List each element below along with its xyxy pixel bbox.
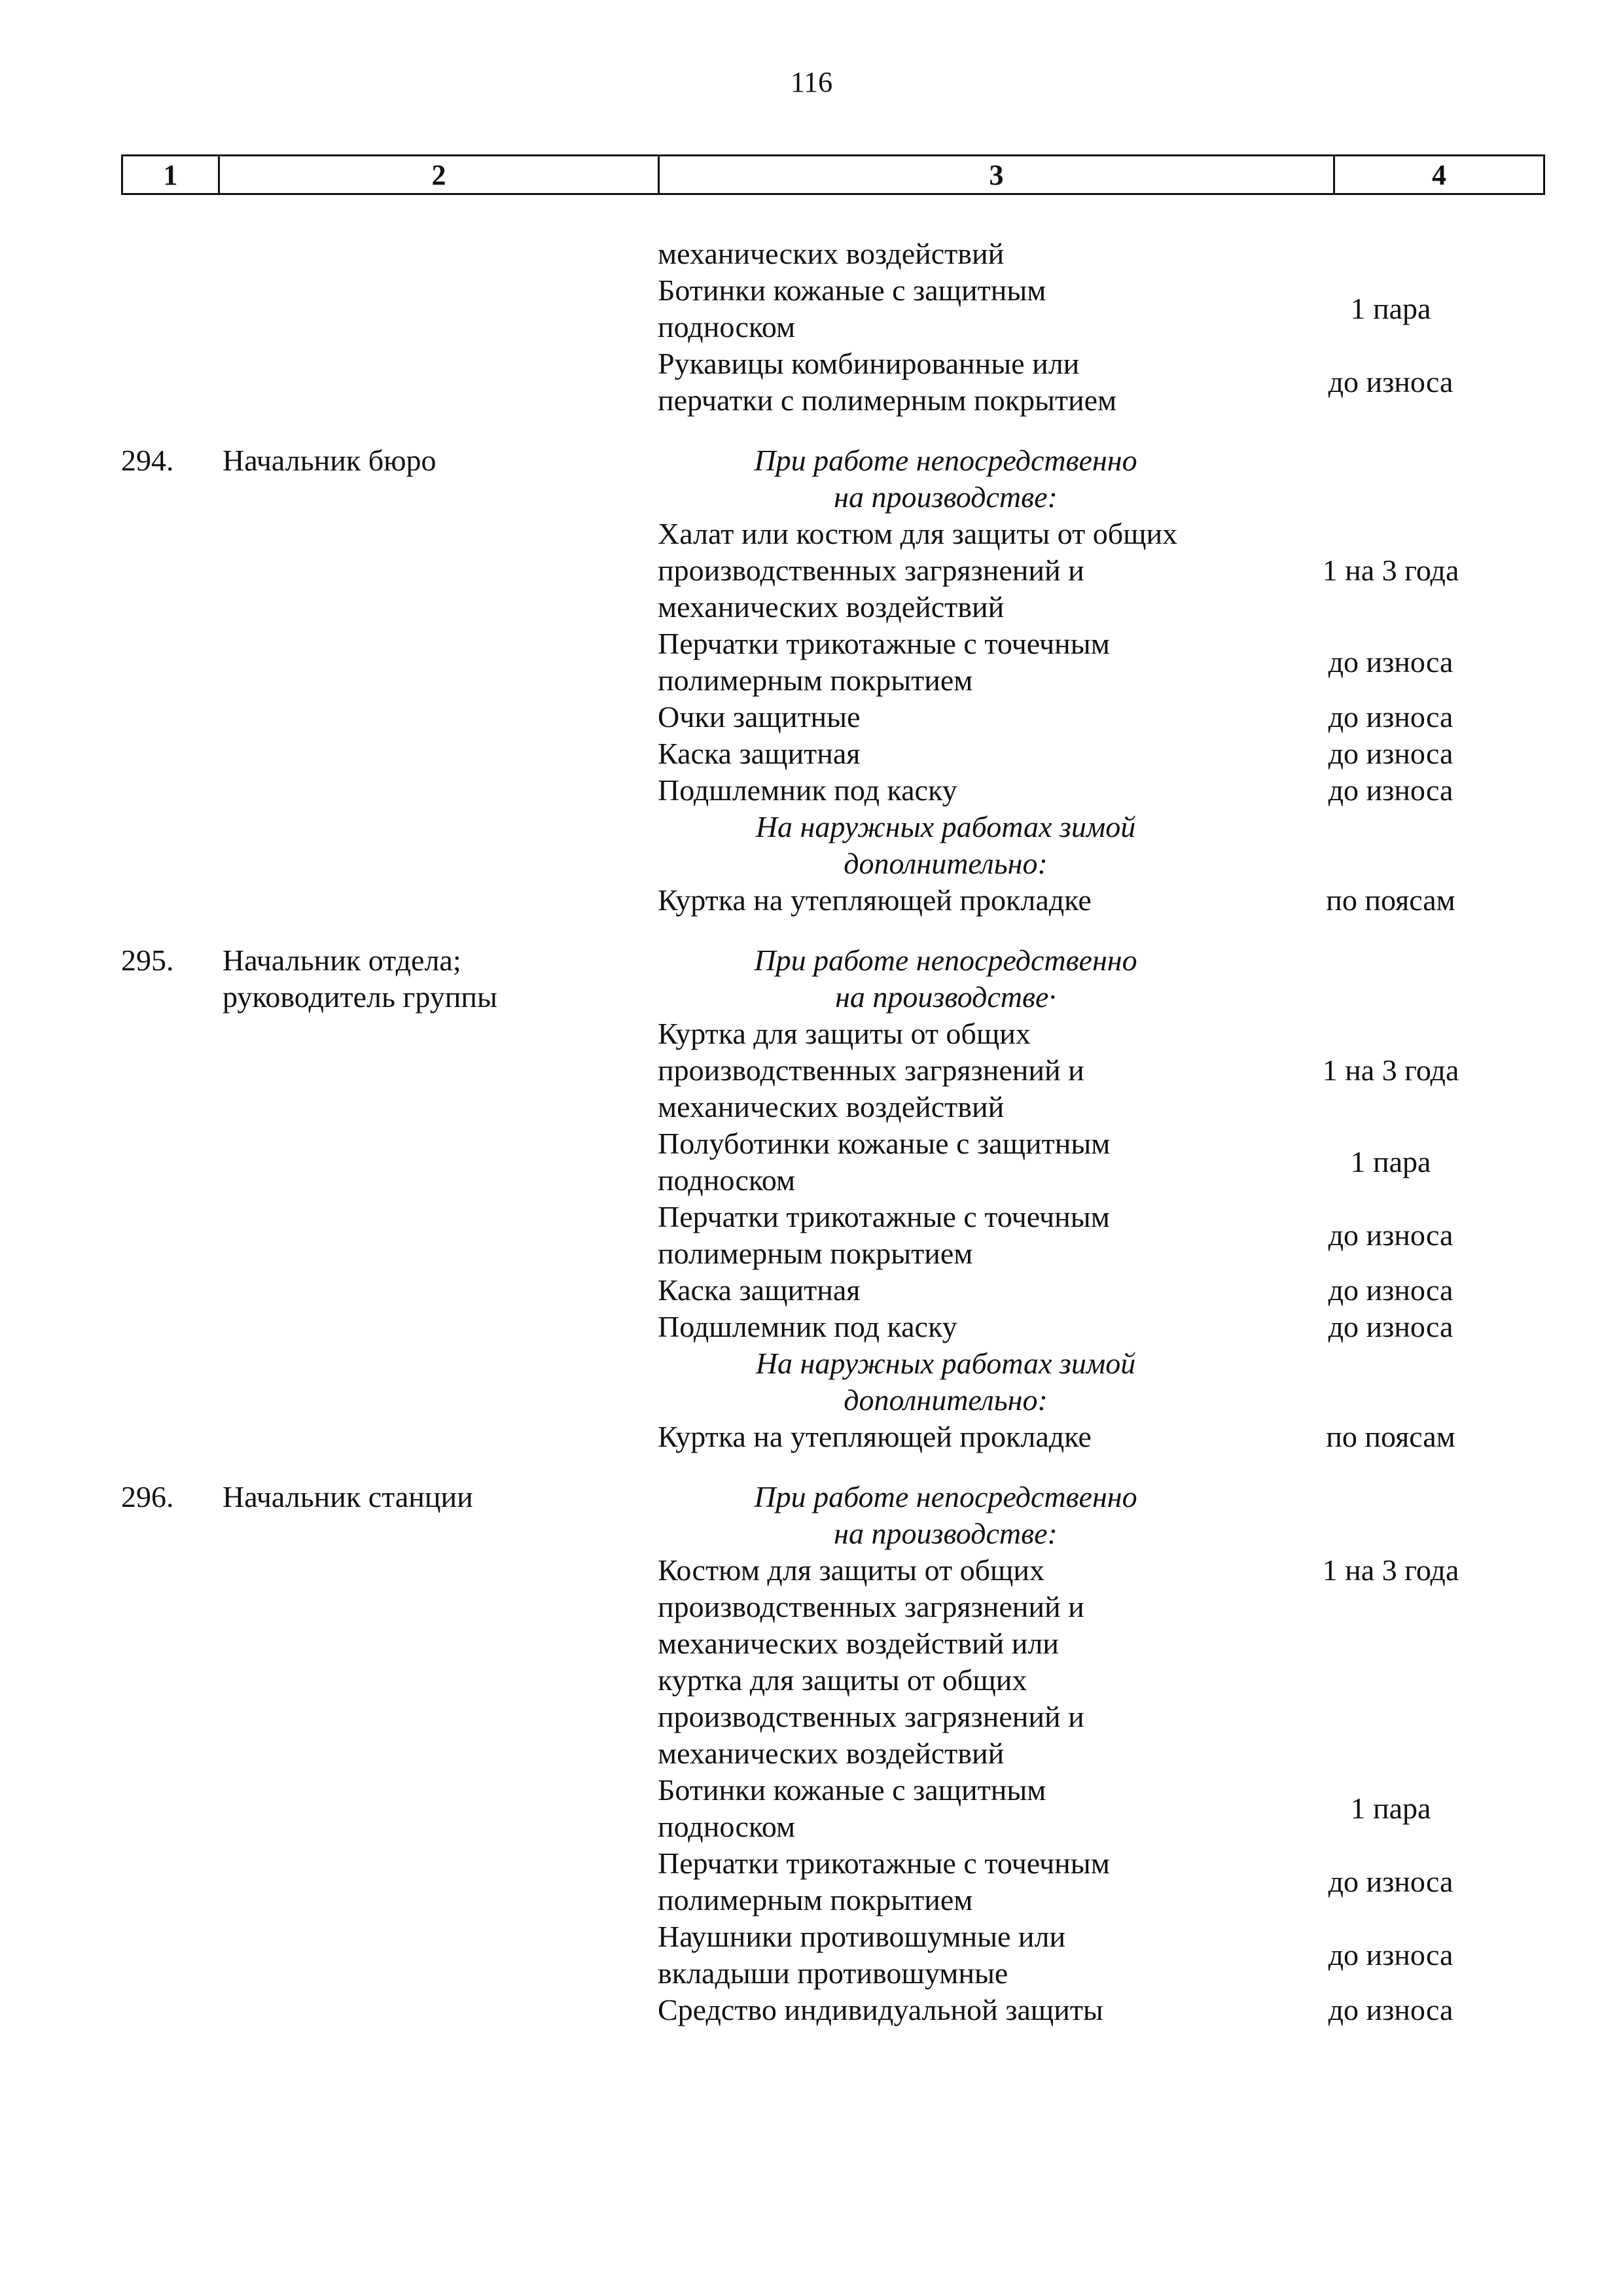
ppe-item-row bbox=[658, 626, 1548, 699]
term-value: по поясам bbox=[1326, 883, 1455, 917]
ppe-item-term bbox=[1234, 772, 1548, 809]
profession-number: 296. bbox=[121, 1480, 174, 1513]
text-line: вкладыши противошумные bbox=[658, 1956, 1008, 1990]
text-line: Перчатки трикотажные с точечным bbox=[658, 1846, 1110, 1880]
text-line: Костюм для защиты от общих bbox=[658, 1553, 1045, 1587]
text-line: механических воздействий bbox=[658, 237, 1005, 270]
ppe-item-name bbox=[658, 1272, 1234, 1309]
term-value: 1 пара bbox=[1350, 1792, 1431, 1825]
ppe-item-row bbox=[658, 1272, 1548, 1309]
text-line: подноском bbox=[658, 1163, 796, 1197]
ppe-item-row bbox=[658, 345, 1548, 419]
text-line: Начальник станции bbox=[223, 1480, 473, 1513]
ppe-item-term bbox=[1234, 516, 1548, 626]
ppe-items bbox=[658, 442, 1548, 919]
term-value: до износа bbox=[1328, 1938, 1454, 1971]
condition-note bbox=[658, 809, 1234, 882]
condition-note bbox=[658, 1345, 1234, 1419]
profession-title bbox=[223, 1479, 641, 1515]
text-line: Рукавицы комбинированные или bbox=[658, 347, 1080, 380]
ppe-item-row bbox=[658, 1419, 1548, 1455]
ppe-item-term bbox=[1234, 882, 1548, 919]
ppe-item-term bbox=[1234, 272, 1548, 345]
ppe-item-name bbox=[658, 1125, 1234, 1199]
term-value: до износа bbox=[1328, 645, 1454, 679]
term-value: 1 на 3 года bbox=[1322, 1553, 1459, 1587]
text-line: Каска защитная bbox=[658, 737, 861, 770]
text-line: подноском bbox=[658, 1810, 796, 1843]
ppe-item-name bbox=[658, 1309, 1234, 1345]
ppe-item-name bbox=[658, 1199, 1234, 1272]
text-line: Халат или костюм для защиты от общих bbox=[658, 517, 1178, 550]
ppe-item-term bbox=[1234, 1309, 1548, 1345]
table-header-row bbox=[121, 154, 1545, 195]
text-line: Очки защитные bbox=[658, 700, 861, 733]
ppe-item-term bbox=[1234, 735, 1548, 772]
ppe-item-name bbox=[658, 272, 1234, 345]
term-value: по поясам bbox=[1326, 1420, 1455, 1453]
term-value: 1 на 3 года bbox=[1322, 1053, 1459, 1087]
ppe-item-name bbox=[658, 1016, 1234, 1125]
ppe-item-name bbox=[658, 516, 1234, 626]
term-value: до износа bbox=[1328, 773, 1454, 807]
ppe-item-row bbox=[658, 1309, 1548, 1345]
ppe-item-term bbox=[1234, 1272, 1548, 1309]
ppe-items bbox=[658, 1479, 1548, 2028]
ppe-item-term bbox=[1234, 626, 1548, 699]
ppe-item-row bbox=[658, 1772, 1548, 1845]
ppe-item-name bbox=[658, 699, 1234, 735]
ppe-item-name bbox=[658, 236, 1234, 272]
term-value: 1 пара bbox=[1350, 1145, 1431, 1178]
page-number: 116 bbox=[790, 66, 833, 98]
ppe-item-row bbox=[658, 699, 1548, 735]
text-line: полимерным покрытием bbox=[658, 663, 973, 697]
ppe-item-row bbox=[658, 1552, 1548, 1772]
ppe-item-row bbox=[658, 735, 1548, 772]
condition-note bbox=[658, 942, 1234, 1016]
ppe-item-name bbox=[658, 626, 1234, 699]
ppe-item-row bbox=[658, 1016, 1548, 1125]
ppe-item-row bbox=[658, 272, 1548, 345]
term-value: до износа bbox=[1328, 1218, 1454, 1252]
ppe-item-term bbox=[1234, 236, 1548, 272]
text-line: на производстве: bbox=[834, 480, 1058, 514]
text-line: Перчатки трикотажные с точечным bbox=[658, 1200, 1110, 1233]
ppe-item-row bbox=[658, 882, 1548, 919]
header-col-1: 1 bbox=[123, 156, 220, 193]
text-line: перчатки с полимерным покрытием bbox=[658, 383, 1117, 417]
text-line: На наружных работах зимой bbox=[755, 1347, 1136, 1380]
term-value: до износа bbox=[1328, 1993, 1454, 2026]
profession-number: 294. bbox=[121, 444, 174, 477]
term-value: 1 на 3 года bbox=[1322, 554, 1459, 587]
text-line: Начальник бюро bbox=[223, 444, 437, 477]
ppe-item-term bbox=[1234, 1845, 1548, 1918]
text-line: Ботинки кожаные с защитным bbox=[658, 1773, 1046, 1807]
term-value: до износа bbox=[1328, 737, 1454, 770]
text-line: полимерным покрытием bbox=[658, 1237, 973, 1270]
ppe-item-term bbox=[1234, 1199, 1548, 1272]
ppe-item-name bbox=[658, 1918, 1234, 1992]
text-line: руководитель группы bbox=[223, 980, 497, 1014]
profession-section bbox=[0, 942, 1623, 1455]
profession-number: 295. bbox=[121, 944, 174, 977]
text-line: Перчатки трикотажные с точечным bbox=[658, 627, 1110, 660]
ppe-item-row bbox=[658, 772, 1548, 809]
text-line: производственных загрязнений и bbox=[658, 1700, 1084, 1733]
text-line: При работе непосредственно bbox=[754, 1480, 1137, 1513]
ppe-item-row bbox=[658, 1125, 1548, 1199]
ppe-item-name bbox=[658, 772, 1234, 809]
text-line: полимерным покрытием bbox=[658, 1883, 973, 1916]
text-line: производственных загрязнений и bbox=[658, 1053, 1084, 1087]
condition-note bbox=[658, 1479, 1234, 1552]
ppe-item-term bbox=[1234, 699, 1548, 735]
text-line: При работе непосредственно bbox=[754, 444, 1137, 477]
text-line: Каска защитная bbox=[658, 1273, 861, 1307]
ppe-item-name bbox=[658, 1419, 1234, 1455]
ppe-item-name bbox=[658, 1992, 1234, 2028]
text-line: При работе непосредственно bbox=[754, 944, 1137, 977]
continued-section bbox=[0, 236, 1623, 419]
text-line: механических воздействий bbox=[658, 1737, 1005, 1770]
profession-section bbox=[0, 1479, 1623, 2028]
text-line: механических воздействий bbox=[658, 590, 1005, 624]
ppe-item-term bbox=[1234, 1918, 1548, 1992]
text-line: подноском bbox=[658, 310, 796, 344]
condition-note bbox=[658, 442, 1234, 516]
text-line: дополнительно: bbox=[844, 847, 1048, 880]
ppe-item-term bbox=[1234, 1552, 1548, 1772]
text-line: Ботинки кожаные с защитным bbox=[658, 274, 1046, 307]
ppe-item-row bbox=[658, 1918, 1548, 1992]
ppe-item-name bbox=[658, 345, 1234, 419]
ppe-item-term bbox=[1234, 1772, 1548, 1845]
text-line: Наушники противошумные или bbox=[658, 1920, 1066, 1953]
text-line: Полуботинки кожаные с защитным bbox=[658, 1127, 1111, 1160]
text-line: Куртка на утепляющей прокладке bbox=[658, 1420, 1092, 1453]
text-line: механических воздействий или bbox=[658, 1627, 1059, 1660]
text-line: Куртка на утепляющей прокладке bbox=[658, 883, 1092, 917]
ppe-item-name bbox=[658, 1552, 1234, 1772]
ppe-item-row bbox=[658, 516, 1548, 626]
profession-title bbox=[223, 442, 641, 479]
header-col-3: 3 bbox=[660, 156, 1335, 193]
ppe-item-term bbox=[1234, 345, 1548, 419]
term-value: до износа bbox=[1328, 1273, 1454, 1307]
text-line: Средство индивидуальной защиты bbox=[658, 1993, 1103, 2026]
table-body bbox=[0, 236, 1623, 2052]
term-value: до износа bbox=[1328, 1310, 1454, 1343]
text-line: Куртка для защиты от общих bbox=[658, 1017, 1031, 1050]
text-line: Начальник отдела; bbox=[223, 944, 461, 977]
continued-items bbox=[658, 236, 1548, 419]
ppe-item-term bbox=[1234, 1419, 1548, 1455]
ppe-item-row bbox=[658, 1199, 1548, 1272]
text-line: куртка для защиты от общих bbox=[658, 1663, 1027, 1697]
term-value: до износа bbox=[1328, 700, 1454, 733]
text-line: Подшлемник под каску bbox=[658, 1310, 957, 1343]
profession-title bbox=[223, 942, 641, 1016]
ppe-item-row bbox=[658, 236, 1548, 272]
ppe-item-name bbox=[658, 882, 1234, 919]
header-col-4: 4 bbox=[1432, 158, 1446, 191]
ppe-item-term bbox=[1234, 1016, 1548, 1125]
term-value: до износа bbox=[1328, 365, 1454, 398]
ppe-item-row bbox=[658, 1992, 1548, 2028]
ppe-item-name bbox=[658, 1845, 1234, 1918]
text-line: На наружных работах зимой bbox=[755, 810, 1136, 843]
ppe-items bbox=[658, 942, 1548, 1455]
ppe-item-row bbox=[658, 1845, 1548, 1918]
header-col-2: 2 bbox=[220, 156, 660, 193]
text-line: на производстве: bbox=[834, 1517, 1058, 1550]
text-line: механических воздействий bbox=[658, 1090, 1005, 1123]
text-line: Подшлемник под каску bbox=[658, 773, 957, 807]
text-line: производственных загрязнений и bbox=[658, 1590, 1084, 1623]
text-line: на производстве· bbox=[835, 980, 1056, 1014]
text-line: дополнительно: bbox=[844, 1383, 1048, 1417]
ppe-item-name bbox=[658, 735, 1234, 772]
ppe-item-term bbox=[1234, 1992, 1548, 2028]
ppe-item-term bbox=[1234, 1125, 1548, 1199]
term-value: до износа bbox=[1328, 1865, 1454, 1898]
profession-section bbox=[0, 442, 1623, 919]
term-value: 1 пара bbox=[1350, 292, 1431, 325]
ppe-item-name bbox=[658, 1772, 1234, 1845]
text-line: производственных загрязнений и bbox=[658, 554, 1084, 587]
